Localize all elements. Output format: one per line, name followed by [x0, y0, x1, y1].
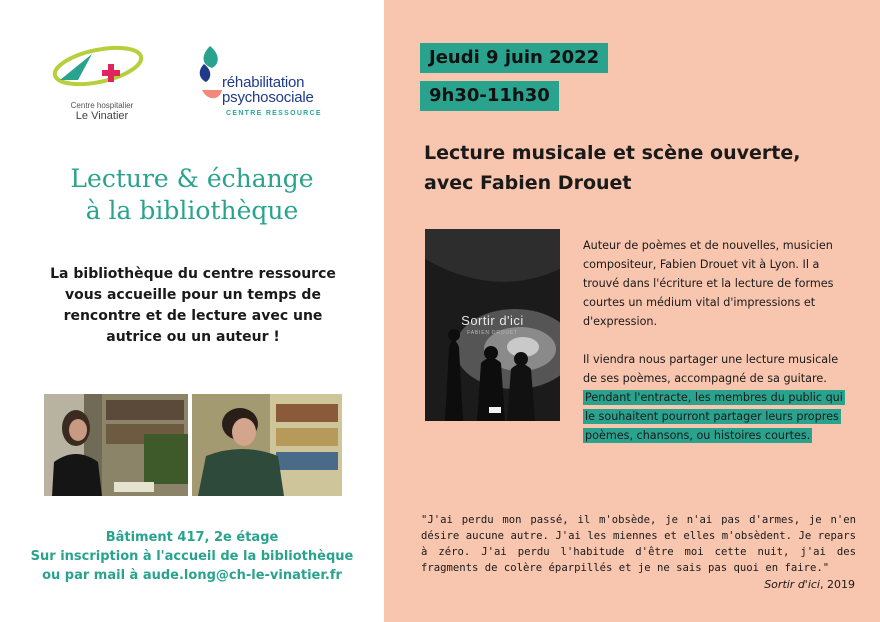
address-line2: Sur inscription à l'accueil de la bibliothèque: [30, 549, 354, 564]
book-quote: "J'ai perdu mon passé, il m'obsède, je n'ai pas d'armes, je n'en désire aucune autre. J'ai les miennes et elles m'obsèdent. Je repars à zéro. J'ai perdu l'habitude d'être moi cette nuit, j'ai des fragments de colère éparpillés et je ne sais pas quoi en faire.": [421, 514, 856, 574]
rehab-logo-line2: psychosociale: [222, 89, 314, 106]
event-date-badge: Jeudi 9 juin 2022: [420, 43, 608, 73]
heading-line1: Lecture & échange: [70, 164, 314, 193]
highlighted-open-stage-text: Pendant l'entracte, les membres du public qui le souhaitent pourront partager leurs propres poèmes, chansons, ou histoires courtes.: [585, 391, 843, 442]
quote-source: [660, 578, 855, 591]
logo-caption-large: Le Vinatier: [75, 110, 129, 122]
book-cover-author: FABIEN DROUET: [467, 330, 518, 336]
bio-paragraph-2-text: Il viendra nous partager une lecture musicale de ses poèmes, accompagné de sa guitare.: [583, 353, 839, 385]
bio-paragraph-1: Auteur de poèmes et de nouvelles, musicien compositeur, Fabien Drouet vit à Lyon. Il a trouvé dans l'écriture et la lecture de formes courtes un médium vital d'impressions et d'expression.: [583, 239, 834, 328]
quote-source-year: , 2019: [820, 578, 855, 591]
event-title-line1: Lecture musicale et scène ouverte,: [424, 142, 801, 164]
rehab-logo: [198, 44, 338, 124]
library-photo-reader: [192, 394, 342, 496]
book-cover-title: Sortir d'ici: [461, 313, 524, 328]
event-title-line2: avec Fabien Drouet: [424, 172, 632, 194]
venue-info: [20, 528, 364, 585]
address-line3: ou par mail à aude.long@ch-le-vinatier.fr: [42, 568, 342, 583]
bio-paragraph-2: [583, 350, 845, 445]
event-heading: [20, 163, 364, 227]
left-panel: [0, 0, 384, 622]
author-bio: [583, 236, 845, 445]
logo-caption-small: Centre hospitalier: [70, 101, 134, 110]
event-title: [424, 138, 864, 198]
event-time-badge: 9h30-11h30: [420, 81, 559, 111]
vinatier-logo: [52, 40, 152, 122]
intro-text: La bibliothèque du centre ressource vous accueille pour un temps de rencontre et de lecture avec une autrice ou un auteur !: [50, 266, 336, 345]
library-photo-author: [44, 394, 188, 496]
quote-source-title: Sortir d'ici: [764, 578, 820, 591]
heading-line2: à la bibliothèque: [85, 196, 299, 225]
rehab-logo-line3: CENTRE RESSOURCE: [226, 110, 322, 117]
rehab-logo-line1: réhabilitation: [222, 74, 305, 91]
book-cover: [425, 229, 560, 421]
address-line1: Bâtiment 417, 2e étage: [105, 530, 279, 545]
